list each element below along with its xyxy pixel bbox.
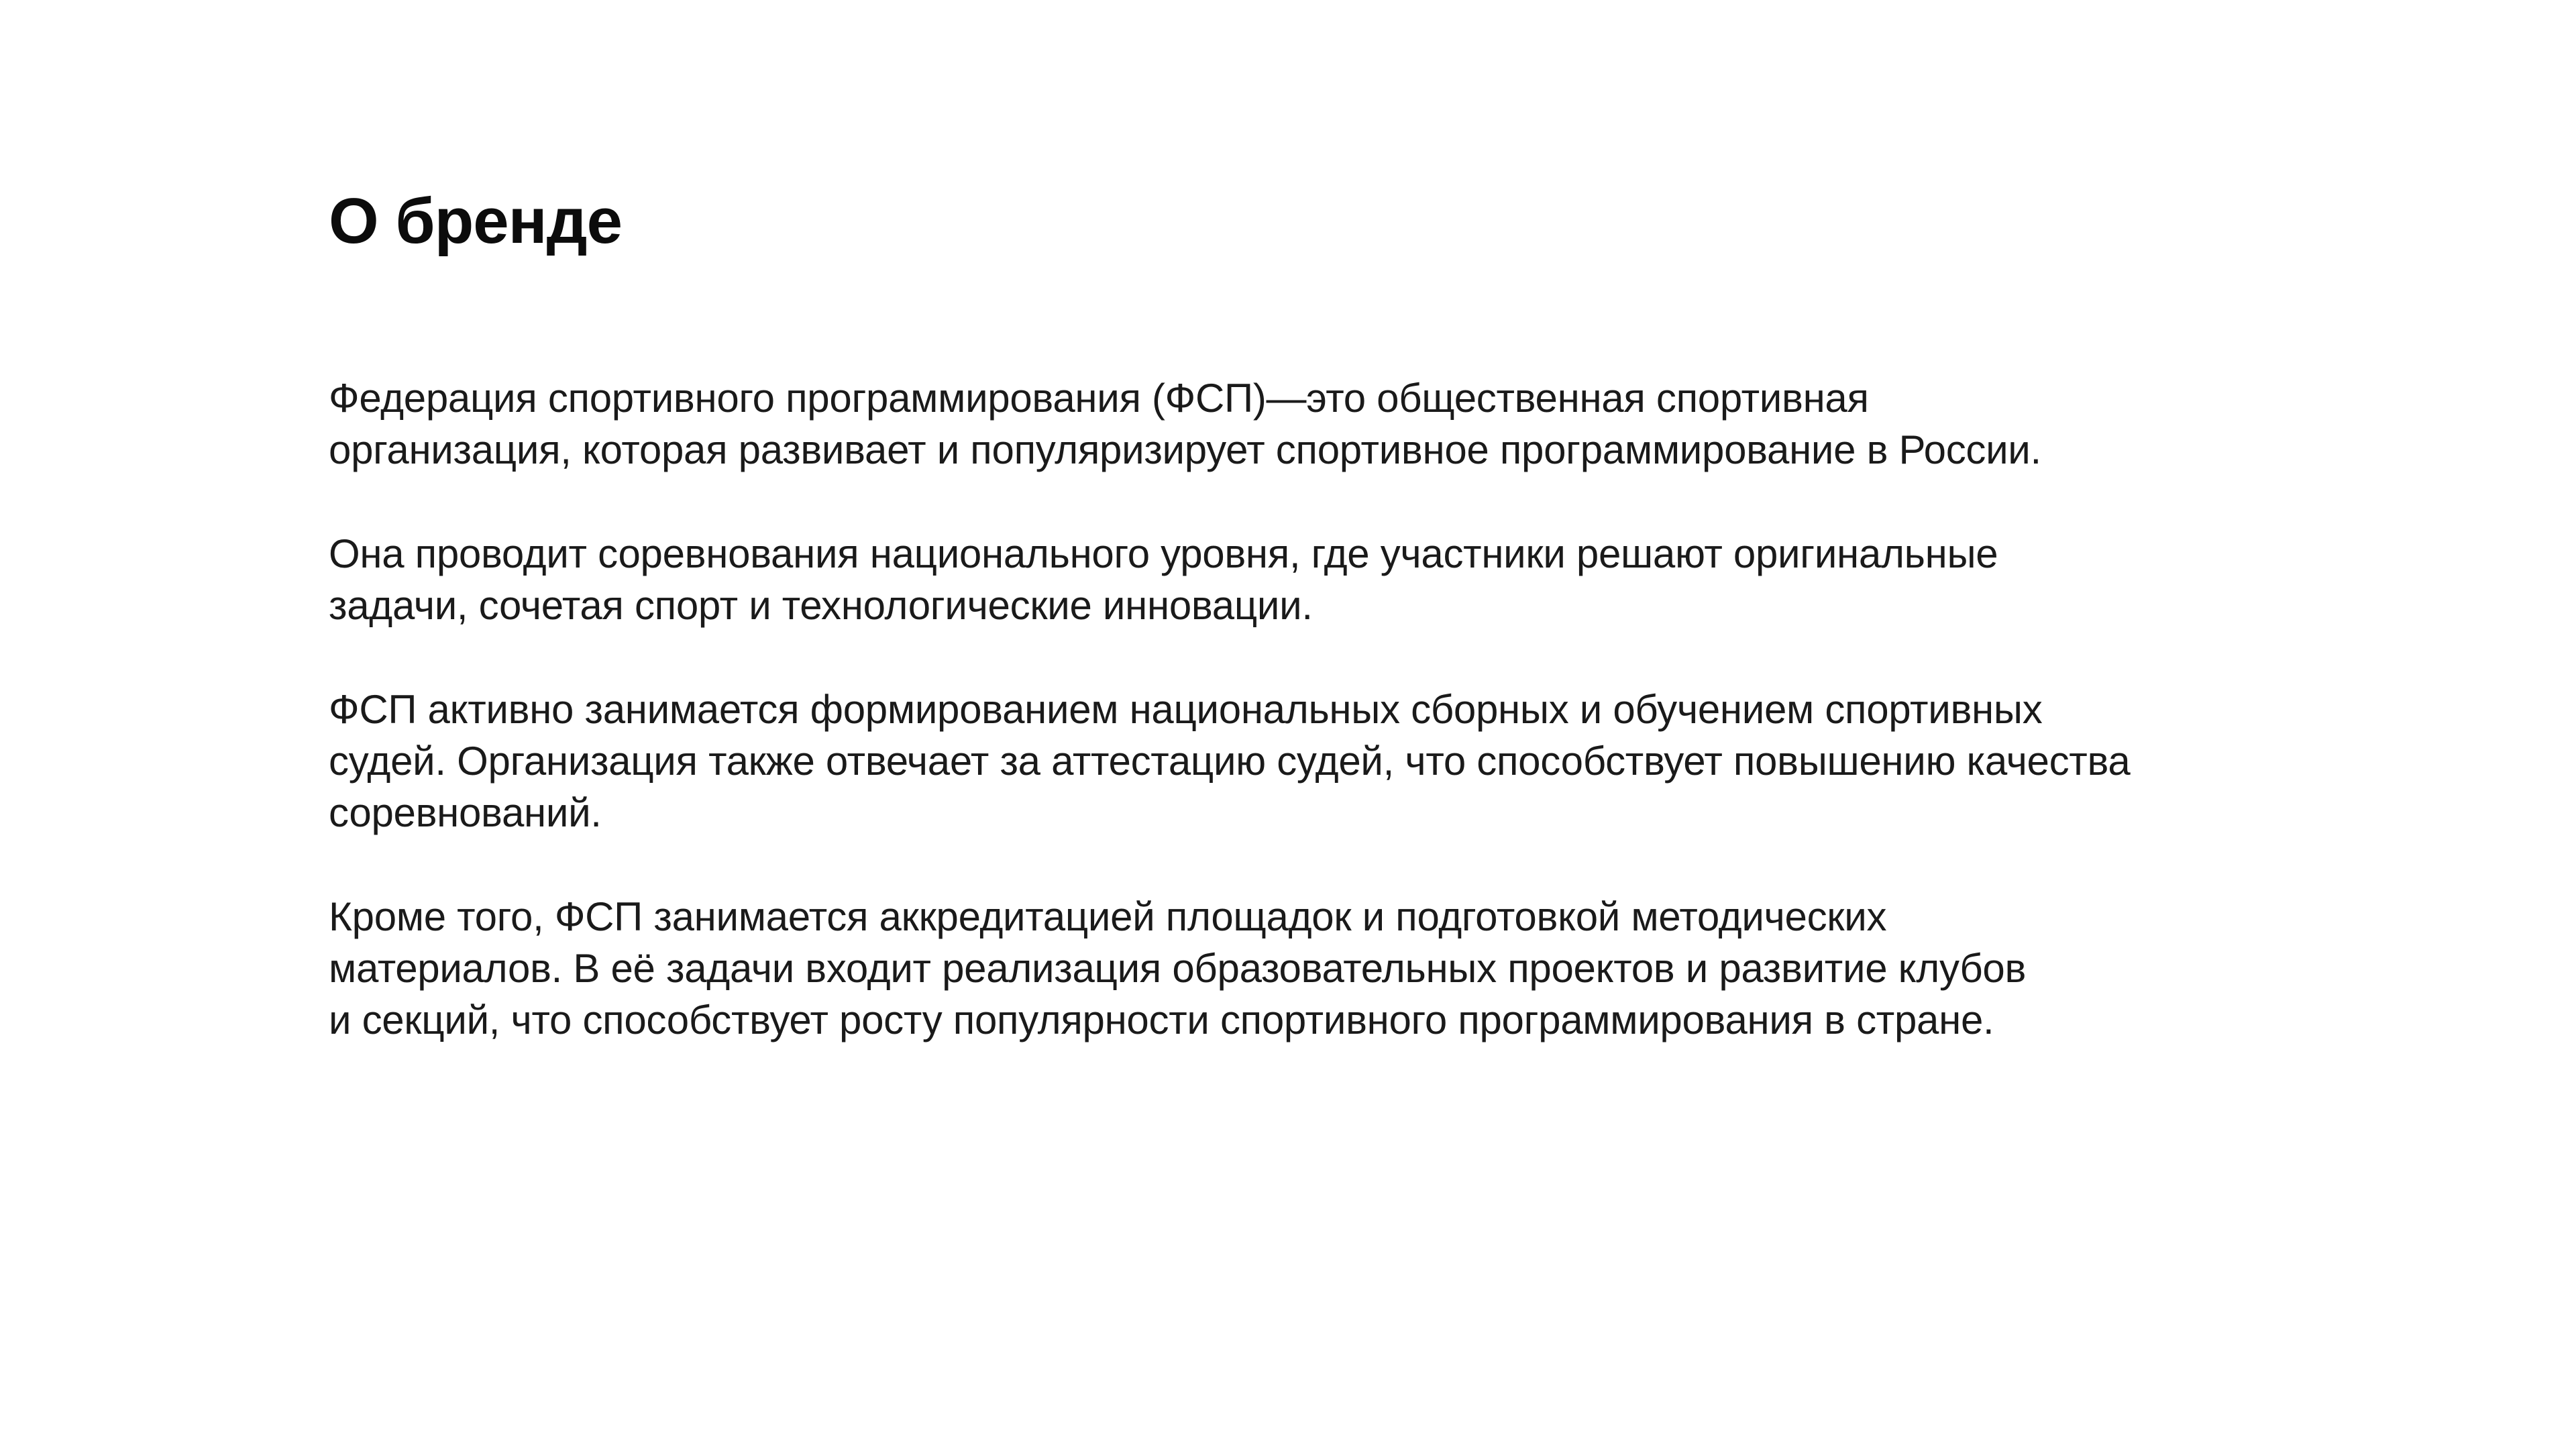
- paragraph-line: ФСП активно занимается формированием национальных сборных и обучением спортивных: [329, 687, 2043, 732]
- paragraph-line: соревнований.: [329, 790, 602, 835]
- paragraph-1: [329, 372, 2314, 476]
- paragraph-line: Она проводит соревнования национального уровня, где участники решают оригинальные: [329, 531, 1998, 576]
- paragraph-line: Федерация спортивного программирования (ФСП)—это общественная спортивная: [329, 376, 1869, 421]
- page-title: О бренде: [329, 185, 622, 257]
- paragraph-line: задачи, сочетая спорт и технологические инновации.: [329, 583, 1313, 628]
- paragraph-line: организация, которая развивает и популяризирует спортивное программирование в России.: [329, 427, 2041, 472]
- about-text: [329, 372, 2314, 1098]
- paragraph-2: [329, 528, 2314, 631]
- paragraph-4: [329, 891, 2314, 1046]
- paragraph-3: [329, 684, 2314, 839]
- paragraph-line: материалов. В её задачи входит реализация образовательных проектов и развитие клубов: [329, 946, 2027, 991]
- paragraph-line: Кроме того, ФСП занимается аккредитацией площадок и подготовкой методических: [329, 894, 1887, 939]
- paragraph-line: судей. Организация также отвечает за аттестацию судей, что способствует повышению качества: [329, 739, 2131, 784]
- paragraph-line: и секций, что способствует росту популярности спортивного программирования в стране.: [329, 998, 1994, 1042]
